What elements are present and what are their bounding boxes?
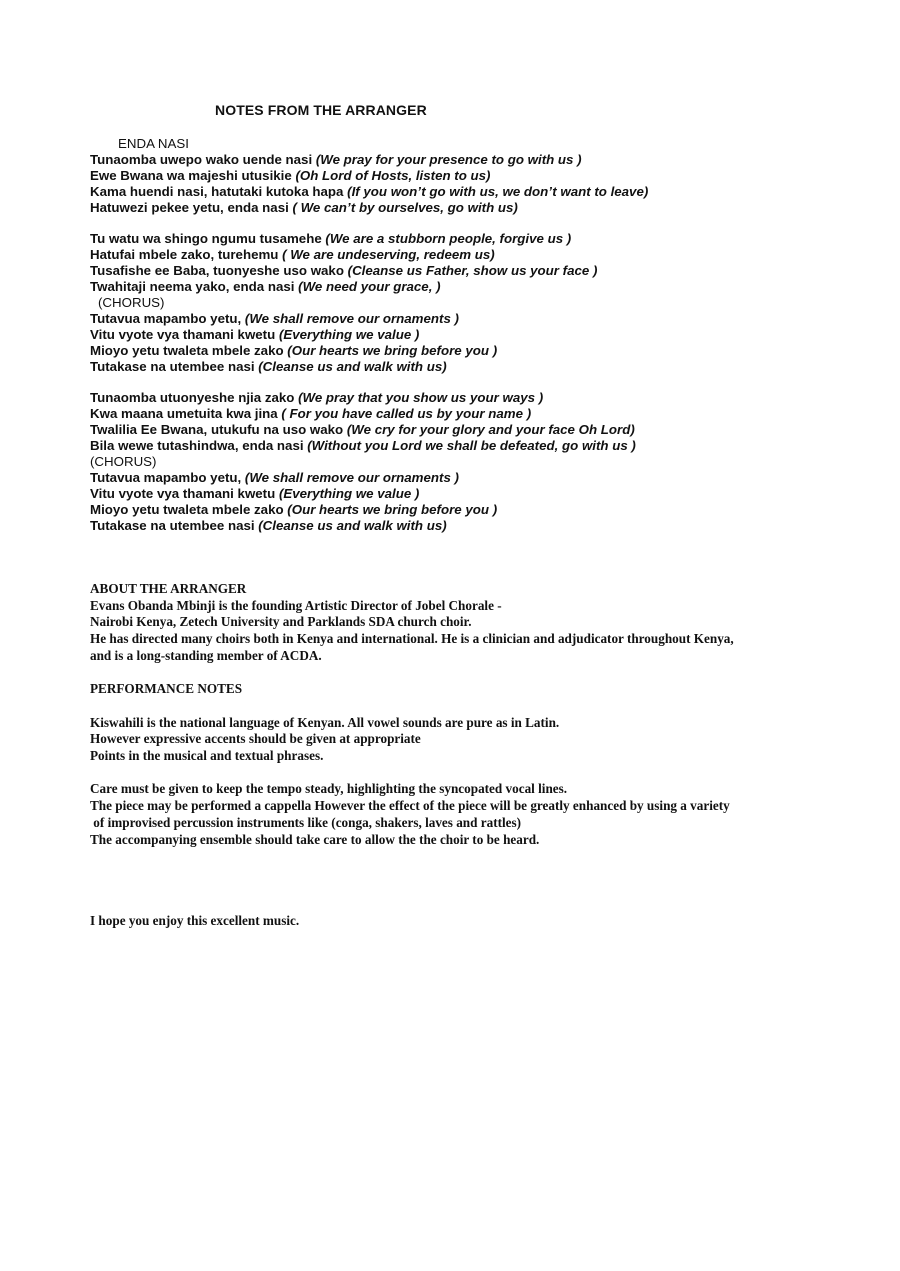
lyric-line bbox=[90, 279, 850, 295]
translation-text: (Oh Lord of Hosts, listen to us) bbox=[295, 167, 491, 183]
translation-text: (We shall remove our ornaments ) bbox=[244, 310, 459, 326]
lyric-line bbox=[90, 470, 850, 486]
lyric-line bbox=[90, 327, 850, 343]
translation-text: (We pray for your presence to go with us ) bbox=[315, 151, 582, 167]
swahili-text: Tutakase na utembee nasi bbox=[90, 358, 259, 374]
spacer bbox=[90, 216, 850, 232]
lyric-line bbox=[90, 263, 850, 279]
swahili-text: Hatuwezi pekee yetu, enda nasi bbox=[90, 199, 293, 215]
closing-line: I hope you enjoy this excellent music. bbox=[90, 913, 300, 928]
lyric-line bbox=[90, 311, 850, 327]
translation-text: (We need your grace, ) bbox=[298, 279, 441, 295]
lyric-line bbox=[90, 247, 850, 263]
swahili-text: Mioyo yetu twaleta mbele zako bbox=[90, 342, 288, 358]
swahili-text: Vitu vyote vya thamani kwetu bbox=[90, 326, 279, 342]
lyric-line bbox=[90, 406, 850, 422]
swahili-text: Tutakase na utembee nasi bbox=[90, 517, 259, 533]
performance-line: Points in the musical and textual phrases. bbox=[90, 748, 324, 763]
lyrics-section bbox=[90, 136, 850, 534]
performance-line: Care must be given to keep the tempo steady, highlighting the syncopated vocal lines. bbox=[90, 781, 568, 797]
swahili-text: Tutavua mapambo yetu, bbox=[90, 470, 245, 485]
swahili-text: Bila wewe tutashindwa, enda nasi bbox=[90, 438, 308, 454]
translation-text: (If you won’t go with us, we don’t want to leave) bbox=[347, 183, 649, 199]
performance-line: The accompanying ensemble should take care to allow the the choir to be heard. bbox=[90, 831, 540, 847]
performance-line: of improvised percussion instruments like (conga, shakers, laves and rattles) bbox=[90, 814, 522, 830]
performance-line: The piece may be performed a cappella However the effect of the piece will be greatly enhanced by using a variety bbox=[90, 798, 730, 814]
about-line: Evans Obanda Mbinji is the founding Artistic Director of Jobel Chorale - bbox=[90, 597, 502, 613]
swahili-text: Hatufai mbele zako, turehemu bbox=[90, 247, 283, 263]
translation-text: (Our hearts we bring before you ) bbox=[287, 501, 498, 517]
lyric-line bbox=[90, 184, 850, 200]
lyric-line bbox=[90, 390, 850, 406]
lyric-line bbox=[90, 231, 850, 247]
translation-text: ( For you have called us by your name ) bbox=[281, 406, 532, 422]
translation-text: (Cleanse us and walk with us) bbox=[258, 358, 447, 374]
translation-text: (Everything we value ) bbox=[278, 485, 420, 501]
performance-heading: PERFORMANCE NOTES bbox=[90, 681, 243, 697]
about-line: and is a long-standing member of ACDA. bbox=[90, 647, 322, 663]
swahili-text: Tusafishe ee Baba, tuonyeshe uso wako bbox=[90, 263, 348, 279]
lyric-line bbox=[90, 422, 850, 438]
about-heading: ABOUT THE ARRANGER bbox=[90, 581, 247, 596]
swahili-text: Kama huendi nasi, hatutaki kutoka hapa bbox=[90, 183, 348, 199]
translation-text: ( We are undeserving, redeem us) bbox=[282, 247, 495, 263]
translation-text: (Cleanse us and walk with us) bbox=[258, 517, 447, 533]
lyric-line bbox=[90, 486, 850, 502]
translation-text: ( We can’t by ourselves, go with us) bbox=[292, 199, 518, 215]
spacer bbox=[90, 375, 850, 391]
lyric-line bbox=[90, 200, 850, 216]
performance-line: However expressive accents should be given at appropriate bbox=[90, 731, 421, 747]
translation-text: (Everything we value ) bbox=[278, 326, 420, 342]
lyric-line bbox=[90, 359, 850, 375]
lyric-line bbox=[90, 343, 850, 359]
swahili-text: Ewe Bwana wa majeshi utusikie bbox=[90, 167, 296, 183]
translation-text: (We are a stubborn people, forgive us ) bbox=[325, 231, 572, 247]
translation-text: (We shall remove our ornaments ) bbox=[244, 470, 459, 485]
lyric-line bbox=[90, 152, 850, 168]
translation-text: (We pray that you show us your ways ) bbox=[298, 390, 544, 406]
swahili-text: Tunaomba utuonyeshe njia zako bbox=[90, 390, 299, 406]
about-line: Nairobi Kenya, Zetech University and Parklands SDA church choir. bbox=[90, 614, 472, 630]
lyric-line bbox=[90, 502, 850, 518]
swahili-text: Twalilia Ee Bwana, utukufu na uso wako bbox=[90, 422, 347, 438]
swahili-text: Tu watu wa shingo ngumu tusamehe bbox=[90, 231, 326, 247]
swahili-text: Mioyo yetu twaleta mbele zako bbox=[90, 501, 288, 517]
lyric-line bbox=[90, 168, 850, 184]
performance-line: Kiswahili is the national language of Kenyan. All vowel sounds are pure as in Latin. bbox=[90, 714, 560, 730]
lyric-line bbox=[90, 518, 850, 534]
swahili-text: Tutavua mapambo yetu, bbox=[90, 310, 245, 326]
swahili-text: Kwa maana umetuita kwa jina bbox=[90, 406, 282, 422]
spacer bbox=[90, 665, 850, 682]
spacer bbox=[90, 765, 850, 782]
swahili-text: Vitu vyote vya thamani kwetu bbox=[90, 485, 279, 501]
translation-text: (Without you Lord we shall be defeated, go with us ) bbox=[307, 438, 636, 454]
translation-text: (We cry for your glory and your face Oh Lord) bbox=[346, 422, 635, 438]
song-title: ENDA NASI bbox=[118, 136, 189, 151]
spacer bbox=[90, 698, 850, 715]
swahili-text: Tunaomba uwepo wako uende nasi bbox=[90, 151, 316, 167]
chorus-label: (CHORUS) bbox=[98, 295, 165, 311]
page-title: NOTES FROM THE ARRANGER bbox=[215, 102, 427, 118]
chorus-label: (CHORUS) bbox=[90, 454, 157, 470]
about-line: He has directed many choirs both in Kenya and international. He is a clinician and adjudicator throughout Kenya, bbox=[90, 631, 734, 647]
notes-section bbox=[90, 581, 850, 848]
translation-text: (Cleanse us Father, show us your face ) bbox=[347, 263, 598, 279]
lyric-line bbox=[90, 438, 850, 454]
swahili-text: Twahitaji neema yako, enda nasi bbox=[90, 279, 299, 295]
translation-text: (Our hearts we bring before you ) bbox=[287, 342, 498, 358]
